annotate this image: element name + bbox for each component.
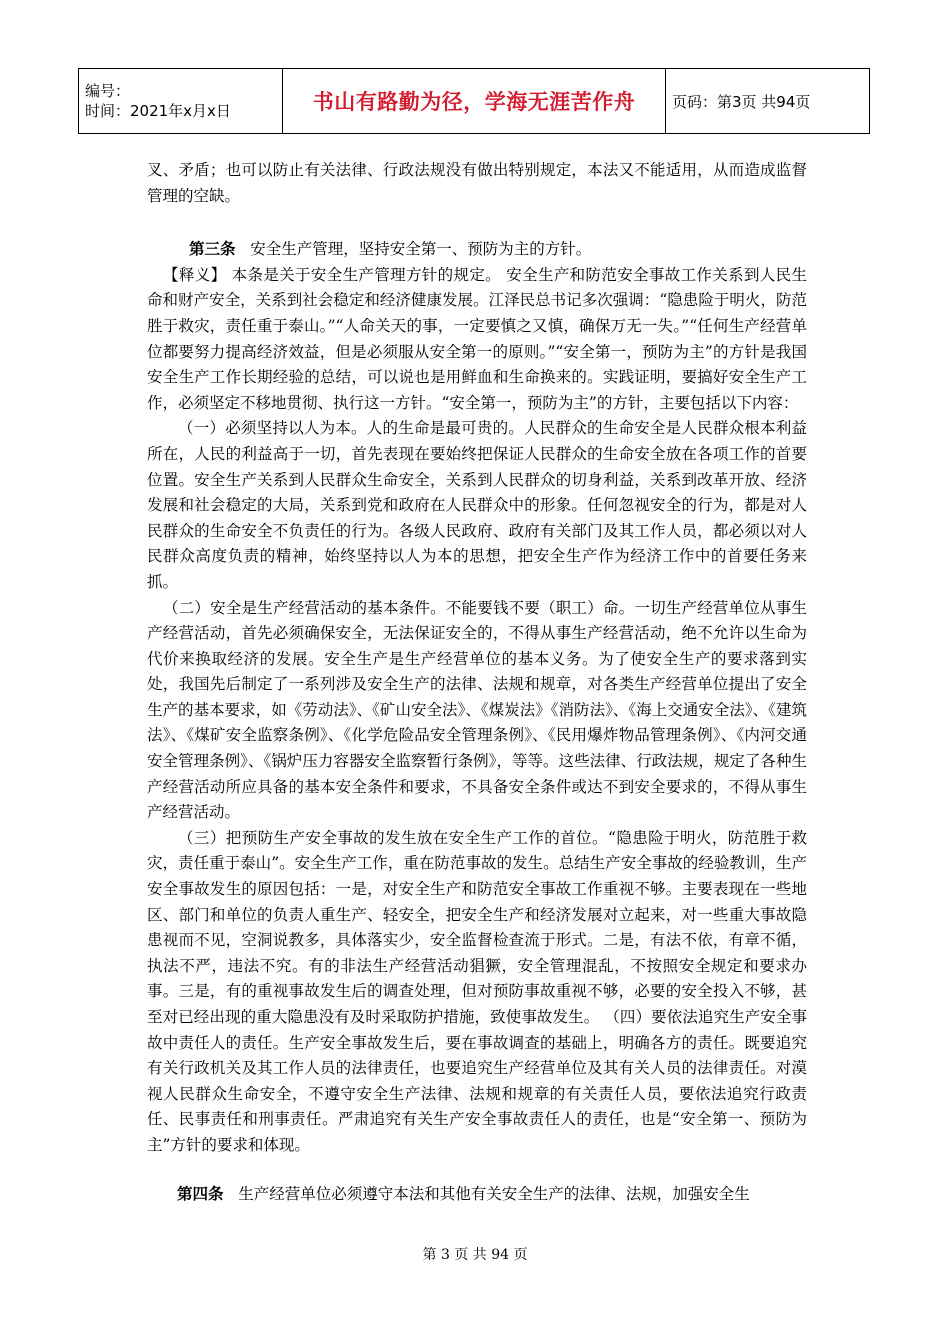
number-label: 编号：: [85, 82, 131, 100]
header-page-label: 页码：第3页 共94页: [666, 69, 870, 134]
header-motto: 书山有路勤为径，学海无涯苦作舟: [283, 69, 666, 134]
paragraph-item-2: （二）安全是生产经营活动的基本条件。不能要钱不要（职工）命。一切生产经营单位从事生产经营活动，首先必须确保安全，无法保证安全的，不得从事生产经营活动，绝不允许以生命为代价来换取经济的发展。安全生产是生产经营单位的基本义务。为了使安全生产的要求落到实处，我国先后制定了一系列涉及安全生产的法律、法规和规章，对各类生产经营单位提出了安全生产的基本要求，如《劳动法》、《矿山安全法》、《煤炭法》《消防法》、《海上交通安全法》、《建筑法》、《煤矿安全监察条例》、《化学危险品安全管理条例》、《民用爆炸物品管理条例》、《内河交通安全管理条例》、《锅炉压力容器安全监察暂行条例》，等等。这些法律、行政法规，规定了各种生产经营活动所应具备的基本安全条件和要求，不具备安全条件或达不到安全要求的，不得从事生产经营活动。: [147, 598, 807, 822]
paragraph-item-1: （一）必须坚持以人为本。人的生命是最可贵的。人民群众的生命安全是人民群众根本利益所在，人民的利益高于一切，首先表现在要始终把保证人民群众的生命安全放在各项工作的首要位置。安全生产关系到人民群众生命安全，关系到人民群众的切身利益，关系到改革开放、经济发展和社会稳定的大局，关系到党和政府在人民群众中的形象。任何忽视安全的行为，都是对人民群众的生命安全不负责任的行为。各级人民政府、政府有关部门及其工作人员，都必须以对人民群众高度负责的精神，始终坚持以人为本的思想，把安全生产作为经济工作中的首要任务来抓。: [147, 419, 807, 591]
article-3-number: 第三条: [189, 239, 236, 259]
article-3-heading: [147, 236, 807, 263]
header-meta: [79, 69, 283, 134]
page-header: [78, 68, 870, 134]
paragraph-continuation: 叉、矛盾；也可以防止有关法律、行政法规没有做出特别规定，本法又不能适用，从而造成监督管理的空缺。: [147, 161, 807, 205]
document-body: [147, 158, 807, 1207]
page-footer: 第 3 页 共 94 页: [422, 1247, 528, 1263]
paragraph-item-3: （三）把预防生产安全事故的发生放在安全生产工作的首位。“隐患险于明火，防范胜于救灾，责任重于泰山”。安全生产工作，重在防范事故的发生。总结生产安全事故的经验教训，生产安全事故发生的原因包括：一是，对安全生产和防范安全事故工作重视不够。主要表现在一些地区、部门和单位的负责人重生产、轻安全，把安全生产和经济发展对立起来，对一些重大事故隐患视而不见，空洞说教多，具体落实少，安全监督检查流于形式。二是，有法不依，有章不循，执法不严，违法不究。有的非法生产经营活动猖獗，安全管理混乱，不按照安全规定和要求办事。三是，有的重视事故发生后的调查处理，但对预防事故重视不够，必要的安全投入不够，甚至对已经出现的重大隐患没有及时采取防护措施，致使事故发生。 （四）要依法追究生产安全事故中责任人的责任。生产安全事故发生后，要在事故调查的基础上，明确各方的责任。既要追究有关行政机关及其工作人员的法律责任，也要追究生产经营单位及其有关人员的法律责任。对漠视人民群众生命安全，不遵守安全生产法律、法规和规章的有关责任人员，要依法追究行政责任、民事责任和刑事责任。严肃追究有关生产安全事故责任人的责任，也是“安全第一、预防为主”方针的要求和体现。: [147, 828, 807, 1154]
article-3-text: 安全生产管理，坚持安全第一、预防为主的方针。: [250, 240, 592, 259]
paragraph-shiyi: 【释义】 本条是关于安全生产管理方针的规定。 安全生产和防范安全事故工作关系到人民生命和财产安全，关系到社会稳定和经济健康发展。江泽民总书记多次强调：“隐患险于明火，防范胜于救灾，责任重于泰山。”“人命关天的事，一定要慎之又慎，确保万无一失。”“任何生产经营单位都要努力提高经济效益，但是必须服从安全第一的原则。”“安全第一，预防为主”的方针是我国安全生产工作长期经验的总结，可以说也是用鲜血和生命换来的。实践证明，要搞好安全生产工作，必须坚定不移地贯彻、执行这一方针。“安全第一，预防为主”的方针，主要包括以下内容：: [147, 265, 807, 412]
time-label: 时间：2021年x月x日: [85, 102, 231, 120]
article-4-number: 第四条: [177, 1183, 224, 1203]
article-4-heading: [147, 1181, 807, 1208]
article-4-text: 生产经营单位必须遵守本法和其他有关安全生产的法律、法规，加强安全生: [238, 1184, 750, 1203]
